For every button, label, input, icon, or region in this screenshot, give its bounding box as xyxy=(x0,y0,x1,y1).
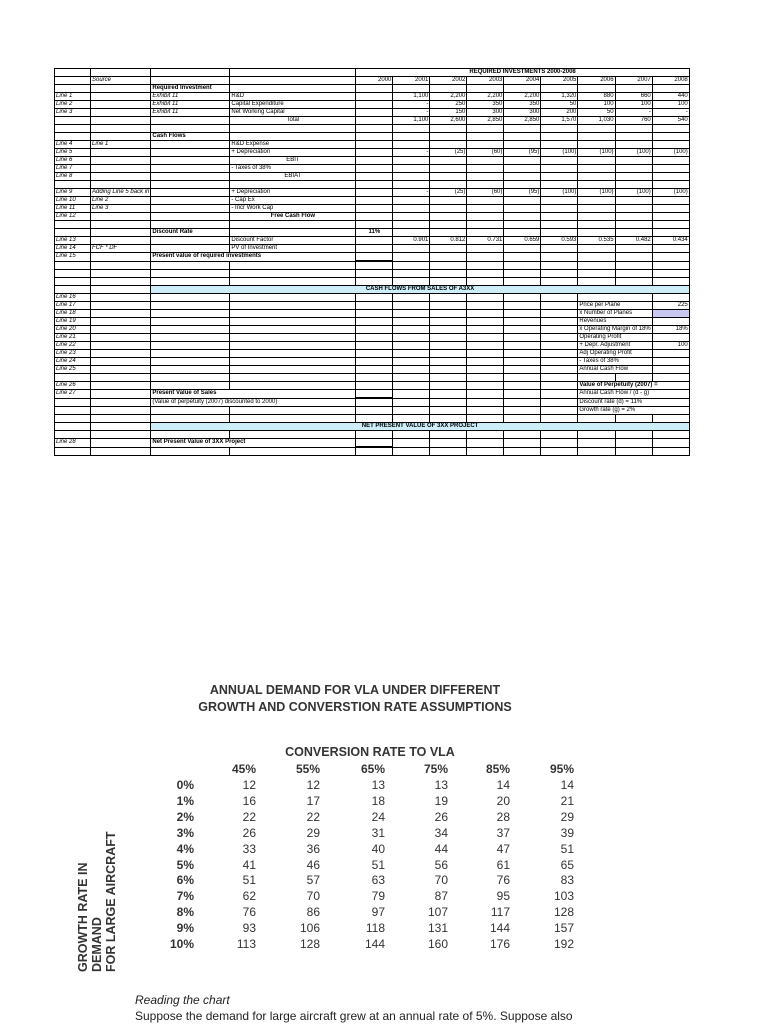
value-cell: 2,600 xyxy=(430,117,467,125)
demand-value-cell: 79 xyxy=(371,889,385,904)
year-header: 2008 xyxy=(652,77,689,85)
demand-value-cell: 144 xyxy=(364,937,385,951)
value-cell: 540 xyxy=(652,117,689,125)
discount-factor-cell: 0.593 xyxy=(541,237,578,245)
demand-value-cell: 192 xyxy=(553,937,574,951)
row-description: Discount Factor xyxy=(230,237,356,245)
demand-value-cell: 70 xyxy=(306,889,320,904)
discount-factor-cell: 0.731 xyxy=(467,237,504,245)
demand-value-cell: 21 xyxy=(560,793,574,808)
sales-value-cell: 100 xyxy=(652,342,689,350)
row-description: + Depr. Adjustment xyxy=(578,342,652,350)
demand-value-cell: 37 xyxy=(496,825,510,840)
demand-value-cell: 131 xyxy=(427,921,448,936)
discount-factor-cell: 0.482 xyxy=(615,237,652,245)
demand-value-cell: 128 xyxy=(299,937,320,951)
perpetuity-formula: Annual Cash Flow / (d - g) xyxy=(578,390,689,399)
line-label: Line 19 xyxy=(55,318,91,326)
value-cell: 440 xyxy=(652,93,689,101)
line-label: Line 3 xyxy=(55,109,91,117)
demand-value-cell: 107 xyxy=(427,905,448,920)
demand-value-cell: 14 xyxy=(496,778,510,792)
source-label: Source xyxy=(91,77,151,85)
demand-value-cell: 33 xyxy=(242,841,256,856)
demand-value-cell: 40 xyxy=(371,841,385,856)
value-cell: 50 xyxy=(541,101,578,109)
growth-rate-header: 9% xyxy=(176,921,194,936)
line-label: Line 6 xyxy=(55,157,91,165)
value-cell: (95) xyxy=(504,149,541,157)
demand-value-cell: 46 xyxy=(306,857,320,872)
value-cell: 100 xyxy=(615,101,652,109)
value-cell: (60) xyxy=(467,149,504,157)
value-cell: 1,030 xyxy=(578,117,615,125)
sales-value-cell: 18% xyxy=(652,326,689,334)
value-cell: 250 xyxy=(430,101,467,109)
row-description: R&D xyxy=(230,93,356,101)
line-label: Line 8 xyxy=(55,173,91,181)
row-description: Annual Cash Flow xyxy=(578,366,652,374)
demand-value-cell: 86 xyxy=(306,905,320,920)
growth-rate-axis-label xyxy=(76,782,118,972)
demand-value-cell: 12 xyxy=(306,778,320,792)
demand-title-line1: ANNUAL DEMAND FOR VLA UNDER DIFFERENT xyxy=(209,683,501,697)
row-description: + Depreciation xyxy=(230,149,356,157)
demand-value-cell: 29 xyxy=(560,809,574,824)
sheet-title: REQUIRED INVESTMENTS 2000-2008 xyxy=(356,69,689,77)
growth-rate-header: 10% xyxy=(169,937,194,951)
demand-value-cell: 28 xyxy=(496,809,510,824)
discount-factor-cell: 0.434 xyxy=(652,237,689,245)
cash-flows-heading: Cash Flows xyxy=(151,133,230,141)
line-label: Line 9 xyxy=(55,189,91,197)
line-label: Line 24 xyxy=(55,358,91,366)
value-cell: 50 xyxy=(578,109,615,117)
source-ref: Exhibit 11 xyxy=(151,93,230,101)
demand-value-cell: 22 xyxy=(306,809,320,824)
demand-value-cell: 113 xyxy=(236,937,256,951)
growth-rate-note: Growth rate (g) = 2% xyxy=(578,407,689,415)
value-cell: 2,200 xyxy=(504,93,541,101)
demand-value-cell: 29 xyxy=(306,825,320,840)
growth-rate-header: 7% xyxy=(176,889,194,904)
demand-value-cell: 51 xyxy=(560,841,574,856)
line-label: Line 7 xyxy=(55,165,91,173)
row-description: Capital Expenditure xyxy=(230,101,356,109)
line-label: Line 17 xyxy=(55,302,91,310)
value-cell: (100) xyxy=(615,189,652,197)
line-label: Line 2 xyxy=(55,101,91,109)
pv-sales-label: Present Value of Sales xyxy=(151,390,356,399)
line-label: Line 10 xyxy=(55,197,91,205)
value-cell: (100) xyxy=(578,149,615,157)
pv-required-investments-label: Present value of required investments xyxy=(151,253,356,262)
growth-rate-header: 8% xyxy=(176,905,194,920)
required-investment-heading: Required Investment xyxy=(151,85,230,93)
line-label: Line 11 xyxy=(55,205,91,213)
row-description: Adj Operating Profit xyxy=(578,350,652,358)
demand-value-cell: 13 xyxy=(434,778,448,792)
line-label: Line 13 xyxy=(55,237,91,245)
value-cell: (100) xyxy=(578,189,615,197)
row-description: Price per Plane xyxy=(578,302,652,310)
value-cell: 1,320 xyxy=(541,93,578,101)
source-ref: Exhibit 11 xyxy=(151,109,230,117)
row-description: + Depreciation xyxy=(230,189,356,197)
discount-factor-cell: 0.535 xyxy=(578,237,615,245)
value-cell: 2,850 xyxy=(467,117,504,125)
growth-rate-header: 1% xyxy=(176,793,194,808)
sales-banner: CASH FLOWS FROM SALES OF A3XX xyxy=(151,286,689,294)
conversion-rate-header: 55% xyxy=(295,762,320,776)
line-label: Line 1 xyxy=(55,93,91,101)
value-cell: 300 xyxy=(504,109,541,117)
demand-value-cell: 97 xyxy=(371,905,385,920)
npv-label: Net Present Value of 3XX Project xyxy=(151,439,356,448)
value-cell: (100) xyxy=(652,189,689,197)
value-cell: - xyxy=(615,109,652,117)
demand-value-cell: 106 xyxy=(299,921,320,936)
conversion-rate-header: 65% xyxy=(360,762,385,776)
demand-value-cell: 61 xyxy=(496,857,510,872)
conversion-rate-header: 75% xyxy=(423,762,448,776)
line-label: Line 14 xyxy=(55,245,91,253)
demand-value-cell: 117 xyxy=(490,905,510,920)
row-description: R&D Expense xyxy=(230,141,356,149)
demand-value-cell: 62 xyxy=(242,889,256,904)
demand-title-line2: GROWTH AND CONVERSTION RATE ASSUMPTIONS xyxy=(198,700,512,714)
pv-sales-note: (Value of perpetuity (2007) discounted to 2000) xyxy=(151,398,356,407)
source-ref: FCF * DF xyxy=(91,245,151,253)
line-label: Line 25 xyxy=(55,366,91,374)
demand-value-cell: 76 xyxy=(242,905,256,920)
value-cell: 660 xyxy=(615,93,652,101)
demand-value-cell: 118 xyxy=(365,921,385,936)
row-description: Free Cash Flow xyxy=(230,213,356,221)
value-cell: 1,570 xyxy=(541,117,578,125)
value-cell: - xyxy=(393,189,430,197)
demand-value-cell: 16 xyxy=(242,793,256,808)
value-cell: (25) xyxy=(430,149,467,157)
line-label: Line 23 xyxy=(55,350,91,358)
conversion-rate-header: 85% xyxy=(485,762,510,776)
discount-rate-value: 11% xyxy=(356,229,393,237)
source-ref: Adding Line 5 back in xyxy=(92,189,150,195)
growth-rate-header: 3% xyxy=(176,825,194,840)
year-header: 2005 xyxy=(541,77,578,85)
growth-rate-header: 5% xyxy=(176,857,194,872)
row-description: - Taxes of 38% xyxy=(230,165,356,173)
value-cell: 2,200 xyxy=(430,93,467,101)
discount-factor-cell: 0.812 xyxy=(430,237,467,245)
value-cell: (25) xyxy=(430,189,467,197)
row-description: - Cap Ex xyxy=(230,197,356,205)
year-header: 2006 xyxy=(578,77,615,85)
demand-value-cell: 51 xyxy=(371,857,385,872)
reading-text: Suppose the demand for large aircraft grew at an annual rate of 5%. Suppose also xyxy=(135,1009,573,1023)
source-ref: Line 1 xyxy=(91,141,151,149)
demand-value-cell: 31 xyxy=(371,825,385,840)
line-label: Line 22 xyxy=(55,342,91,350)
conversion-rate-header: 45% xyxy=(231,762,256,776)
demand-value-cell: 24 xyxy=(371,809,385,824)
demand-value-cell: 22 xyxy=(242,809,256,824)
value-cell: (60) xyxy=(467,189,504,197)
value-cell: (100) xyxy=(652,149,689,157)
growth-axis-label-line2: DEMAND xyxy=(90,917,104,972)
discount-rate-note: Discount rate (d) = 11% xyxy=(578,398,689,407)
line-label: Line 21 xyxy=(55,334,91,342)
value-cell: 760 xyxy=(615,117,652,125)
growth-axis-label-line1: GROWTH RATE IN xyxy=(76,862,90,972)
source-ref: Line 3 xyxy=(91,205,151,213)
reading-the-chart-note xyxy=(135,993,573,1023)
demand-value-cell: 18 xyxy=(371,793,385,808)
value-cell: (100) xyxy=(541,189,578,197)
discount-factor-cell: 0.901 xyxy=(393,237,430,245)
year-header: 2000 xyxy=(356,77,393,85)
line-label: Line 16 xyxy=(55,294,91,302)
demand-value-cell: 160 xyxy=(427,937,448,951)
year-header: 2004 xyxy=(504,77,541,85)
value-cell: - xyxy=(393,149,430,157)
conversion-rate-header: 95% xyxy=(549,762,574,776)
row-description: Operating Profit xyxy=(578,334,652,342)
value-cell: 2,850 xyxy=(504,117,541,125)
value-cell: 1,100 xyxy=(393,93,430,101)
row-description: Revenues xyxy=(578,318,652,326)
value-cell: - xyxy=(652,109,689,117)
npv-banner: NET PRESENT VALUE OF 3XX PROJECT xyxy=(151,423,689,431)
demand-value-cell: 103 xyxy=(553,889,574,904)
value-cell: 200 xyxy=(541,109,578,117)
value-cell: 100 xyxy=(652,101,689,109)
source-ref: Line 2 xyxy=(91,197,151,205)
demand-value-cell: 157 xyxy=(553,921,574,936)
demand-value-cell: 176 xyxy=(489,937,510,951)
demand-value-cell: 76 xyxy=(496,873,510,888)
line-label: Line 4 xyxy=(55,141,91,149)
demand-value-cell: 128 xyxy=(553,905,574,920)
demand-value-cell: 13 xyxy=(371,778,385,792)
demand-value-cell: 63 xyxy=(371,873,385,888)
demand-value-cell: 26 xyxy=(434,809,448,824)
value-cell: 350 xyxy=(504,101,541,109)
year-header: 2003 xyxy=(467,77,504,85)
reading-heading: Reading the chart xyxy=(135,993,230,1007)
demand-value-cell: 56 xyxy=(434,857,448,872)
year-header: 2007 xyxy=(615,77,652,85)
row-description: x Number of Planes xyxy=(578,310,652,318)
demand-value-cell: 47 xyxy=(496,841,510,856)
demand-value-cell: 83 xyxy=(560,873,574,888)
value-cell: (100) xyxy=(541,149,578,157)
growth-axis-label-line3: FOR LARGE AIRCRAFT xyxy=(104,831,118,972)
value-cell: (100) xyxy=(615,149,652,157)
demand-value-cell: 93 xyxy=(242,921,256,936)
value-cell: 300 xyxy=(467,109,504,117)
row-description: EBIAT xyxy=(230,173,356,181)
demand-value-cell: 20 xyxy=(496,793,510,808)
value-cell: 150 xyxy=(430,109,467,117)
demand-value-cell: 14 xyxy=(560,778,574,792)
growth-rate-header: 4% xyxy=(176,841,194,856)
demand-value-cell: 144 xyxy=(489,921,510,936)
value-cell: (95) xyxy=(504,189,541,197)
row-description: Total xyxy=(230,117,356,125)
sales-value-cell: 225 xyxy=(652,302,689,310)
demand-value-cell: 41 xyxy=(242,857,256,872)
source-ref: Exhibit 11 xyxy=(151,101,230,109)
demand-value-cell: 87 xyxy=(434,889,448,904)
growth-rate-header: 6% xyxy=(176,873,194,888)
year-header: 2001 xyxy=(393,77,430,85)
row-description: - Taxes of 38% xyxy=(578,358,652,366)
demand-value-cell: 57 xyxy=(306,873,320,888)
row-description: EBIT xyxy=(230,157,356,165)
growth-rate-header: 0% xyxy=(176,778,194,792)
value-cell: 880 xyxy=(578,93,615,101)
line-label: Line 5 xyxy=(55,149,91,157)
demand-value-cell: 39 xyxy=(560,825,574,840)
line-label: Line 26 xyxy=(55,382,91,390)
conversion-rate-heading: CONVERSION RATE TO VLA xyxy=(285,745,455,759)
demand-value-cell: 12 xyxy=(242,778,256,792)
demand-value-cell: 95 xyxy=(496,889,510,904)
demand-value-cell: 17 xyxy=(306,793,320,808)
demand-value-cell: 44 xyxy=(434,841,448,856)
demand-value-cell: 19 xyxy=(434,793,448,808)
value-cell: - xyxy=(393,109,430,117)
discount-rate-label: Discount Rate xyxy=(151,229,230,237)
demand-value-cell: 36 xyxy=(306,841,320,856)
value-cell: 2,200 xyxy=(467,93,504,101)
line-label: Line 27 xyxy=(55,390,91,399)
line-label: Line 15 xyxy=(55,253,91,262)
year-header: 2002 xyxy=(430,77,467,85)
value-cell: 1,100 xyxy=(393,117,430,125)
row-description: x Operating Margin of 18% xyxy=(579,326,651,332)
value-cell: - xyxy=(393,101,430,109)
demand-value-cell: 70 xyxy=(434,873,448,888)
row-description: Net Working Capital xyxy=(230,109,356,117)
growth-rate-header: 2% xyxy=(176,809,194,824)
demand-value-cell: 65 xyxy=(560,857,574,872)
row-description: PV of Investment xyxy=(230,245,356,253)
value-cell: 350 xyxy=(467,101,504,109)
line-label: Line 18 xyxy=(55,310,91,318)
perpetuity-heading: Value of Perpetuity (2007) = xyxy=(578,382,689,390)
value-cell: 100 xyxy=(578,101,615,109)
demand-value-cell: 26 xyxy=(242,825,256,840)
line-label: Line 28 xyxy=(55,439,91,448)
demand-value-cell: 51 xyxy=(242,873,256,888)
discount-factor-cell: 0.659 xyxy=(504,237,541,245)
line-label: Line 12 xyxy=(55,213,91,221)
line-label: Line 20 xyxy=(55,326,91,334)
row-description: - Incr Work Cap xyxy=(230,205,356,213)
demand-value-cell: 34 xyxy=(434,825,448,840)
